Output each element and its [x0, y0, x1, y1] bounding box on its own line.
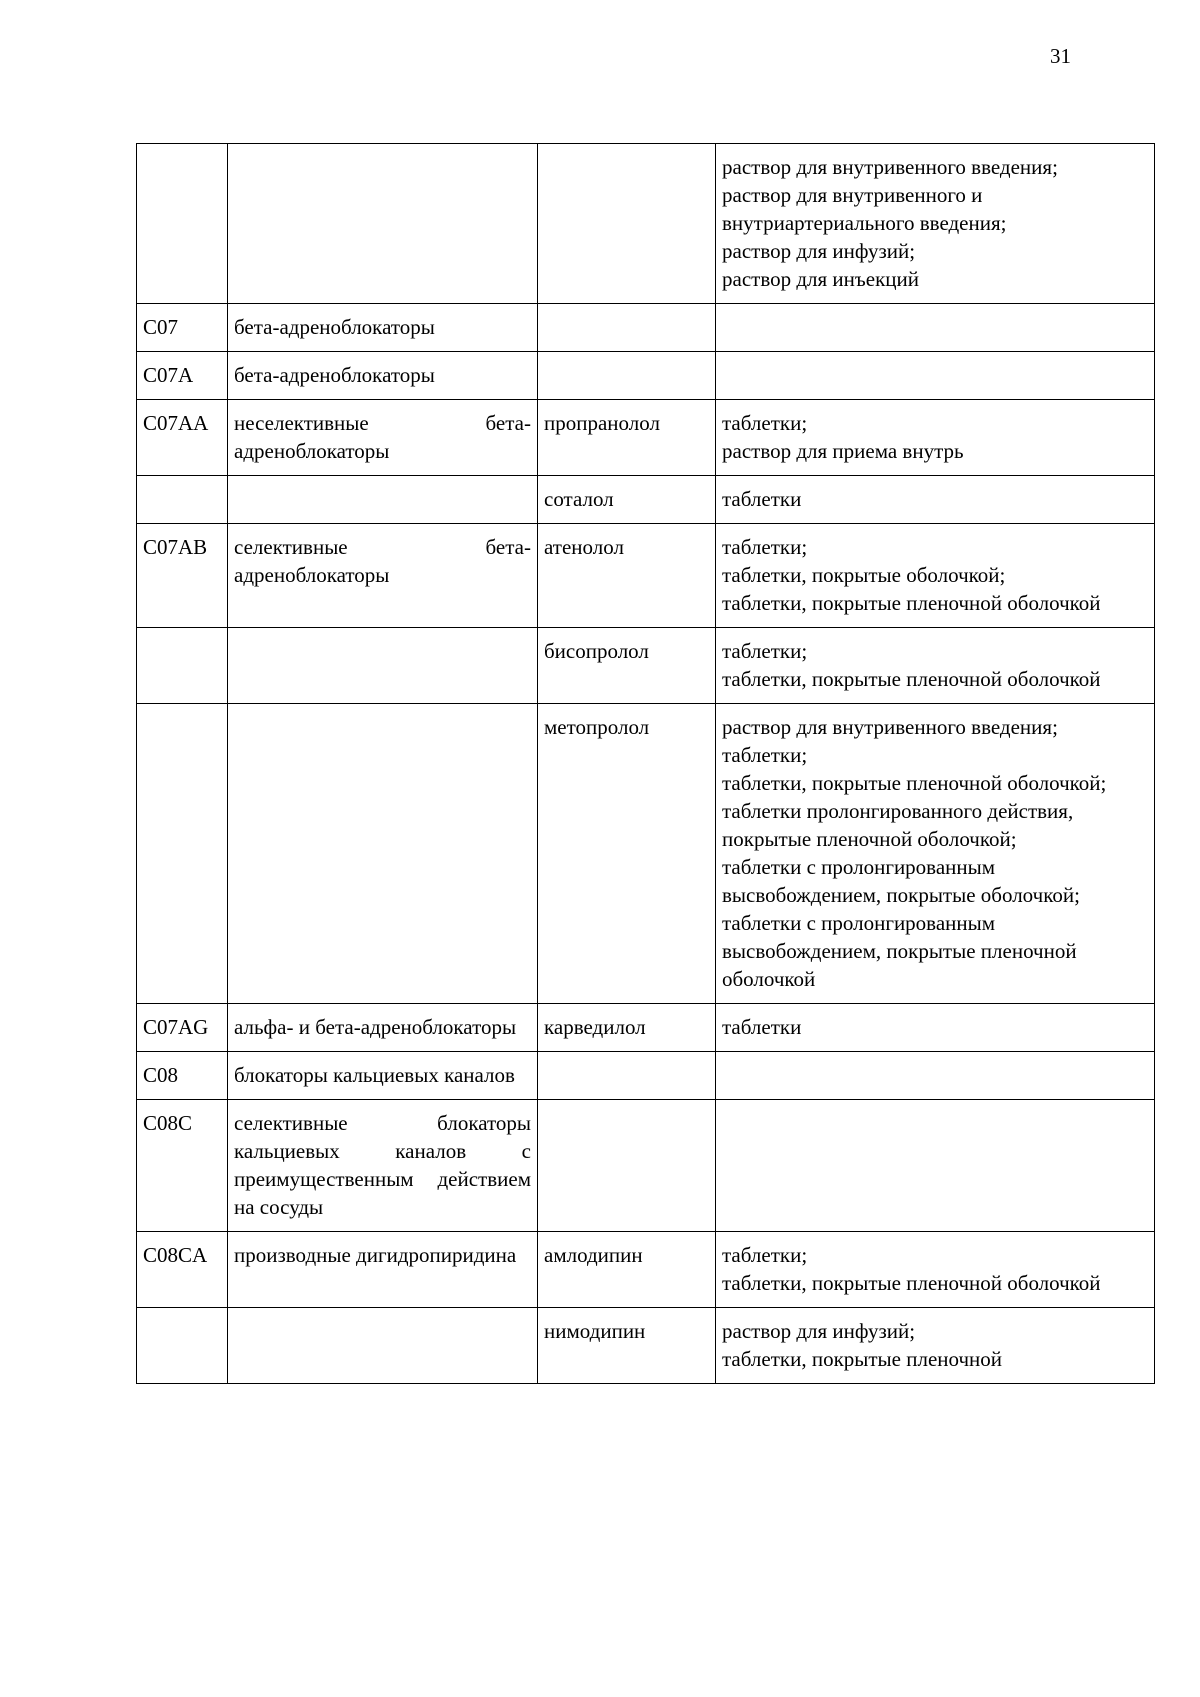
drug-group-cell: блокаторы кальциевых каналов: [228, 1052, 538, 1100]
drug-name-cell: бисопролол: [538, 628, 716, 704]
table-row: [137, 304, 1155, 352]
table-row: [137, 476, 1155, 524]
atc-code-cell: [137, 144, 228, 304]
table-row: [137, 352, 1155, 400]
dosage-form-line: раствор для инъекций: [722, 267, 919, 291]
dosage-forms-cell: [716, 304, 1155, 352]
page-number: 31: [1050, 44, 1071, 68]
dosage-forms-cell: [716, 1004, 1155, 1052]
drug-classification-table: [136, 143, 1155, 1384]
dosage-form-line: таблетки пролонгированного действия, покрытые пленочной оболочкой;: [722, 799, 1074, 851]
drug-name-cell: карведилол: [538, 1004, 716, 1052]
drug-name-cell: метопролол: [538, 704, 716, 1004]
table-row: [137, 400, 1155, 476]
dosage-form-line: раствор для внутривенного и внутриартериального введения;: [722, 183, 1007, 235]
dosage-form-line: таблетки;: [722, 411, 808, 435]
drug-group-cell: производные дигидропиридина: [228, 1232, 538, 1308]
dosage-forms-cell: [716, 400, 1155, 476]
dosage-forms-cell: [716, 352, 1155, 400]
atc-code-cell: C07A: [137, 352, 228, 400]
dosage-form-line: таблетки, покрытые пленочной: [722, 1347, 1003, 1371]
dosage-forms-cell: [716, 1100, 1155, 1232]
table-row: [137, 1100, 1155, 1232]
dosage-forms-cell: [716, 628, 1155, 704]
table-row: [137, 1004, 1155, 1052]
atc-code-cell: [137, 476, 228, 524]
dosage-form-line: раствор для приема внутрь: [722, 439, 964, 463]
drug-name-cell: атенолол: [538, 524, 716, 628]
atc-code-cell: C08CA: [137, 1232, 228, 1308]
dosage-forms-cell: [716, 1232, 1155, 1308]
atc-code-cell: C08C: [137, 1100, 228, 1232]
atc-code-cell: C08: [137, 1052, 228, 1100]
dosage-form-line: раствор для внутривенного введения;: [722, 715, 1058, 739]
drug-group-cell: альфа- и бета-адреноблокаторы: [228, 1004, 538, 1052]
dosage-form-line: таблетки, покрытые пленочной оболочкой: [722, 1271, 1101, 1295]
drug-group-cell: селективные бета-адреноблокаторы: [228, 524, 538, 628]
drug-group-cell: [228, 704, 538, 1004]
atc-code-cell: [137, 628, 228, 704]
drug-name-cell: [538, 1100, 716, 1232]
dosage-form-line: раствор для инфузий;: [722, 1319, 916, 1343]
dosage-forms-cell: [716, 1308, 1155, 1384]
drug-group-cell: [228, 628, 538, 704]
drug-group-cell: селективные блокаторы кальциевых каналов с преимущественным действием на сосуды: [228, 1100, 538, 1232]
dosage-form-line: таблетки;: [722, 743, 808, 767]
dosage-form-line: таблетки;: [722, 1243, 808, 1267]
dosage-form-line: таблетки;: [722, 535, 808, 559]
drug-name-cell: [538, 144, 716, 304]
drug-name-cell: соталол: [538, 476, 716, 524]
dosage-form-line: таблетки, покрытые пленочной оболочкой;: [722, 771, 1107, 795]
dosage-forms-cell: [716, 144, 1155, 304]
dosage-form-line: таблетки с пролонгированным высвобождением, покрытые пленочной оболочкой: [722, 911, 1077, 991]
drug-group-cell: [228, 476, 538, 524]
atc-code-cell: [137, 704, 228, 1004]
drug-group-cell: [228, 144, 538, 304]
drug-group-cell: бета-адреноблокаторы: [228, 304, 538, 352]
table-row: [137, 704, 1155, 1004]
dosage-form-line: таблетки, покрытые пленочной оболочкой: [722, 667, 1101, 691]
drug-name-cell: [538, 1052, 716, 1100]
drug-name-cell: [538, 304, 716, 352]
table-row: [137, 1232, 1155, 1308]
dosage-forms-cell: [716, 1052, 1155, 1100]
dosage-form-line: раствор для внутривенного введения;: [722, 155, 1058, 179]
table-row: [137, 144, 1155, 304]
dosage-forms-cell: [716, 524, 1155, 628]
dosage-forms-cell: [716, 476, 1155, 524]
dosage-form-line: таблетки, покрытые пленочной оболочкой: [722, 591, 1101, 615]
atc-code-cell: C07AG: [137, 1004, 228, 1052]
table-row: [137, 524, 1155, 628]
dosage-form-line: таблетки;: [722, 639, 808, 663]
drug-group-cell: бета-адреноблокаторы: [228, 352, 538, 400]
drug-group-cell: неселективные бета-адреноблокаторы: [228, 400, 538, 476]
dosage-form-line: раствор для инфузий;: [722, 239, 916, 263]
atc-code-cell: [137, 1308, 228, 1384]
atc-code-cell: C07AA: [137, 400, 228, 476]
drug-name-cell: [538, 352, 716, 400]
drug-name-cell: пропранолол: [538, 400, 716, 476]
table-body: [137, 144, 1155, 1384]
drug-name-cell: нимодипин: [538, 1308, 716, 1384]
dosage-forms-cell: [716, 704, 1155, 1004]
table-row: [137, 628, 1155, 704]
dosage-form-line: таблетки: [722, 487, 802, 511]
atc-code-cell: C07: [137, 304, 228, 352]
dosage-form-line: таблетки с пролонгированным высвобождением, покрытые оболочкой;: [722, 855, 1080, 907]
drug-group-cell: [228, 1308, 538, 1384]
drug-name-cell: амлодипин: [538, 1232, 716, 1308]
dosage-form-line: таблетки, покрытые оболочкой;: [722, 563, 1006, 587]
atc-code-cell: C07AB: [137, 524, 228, 628]
dosage-form-line: таблетки: [722, 1015, 802, 1039]
table-row: [137, 1052, 1155, 1100]
table-row: [137, 1308, 1155, 1384]
